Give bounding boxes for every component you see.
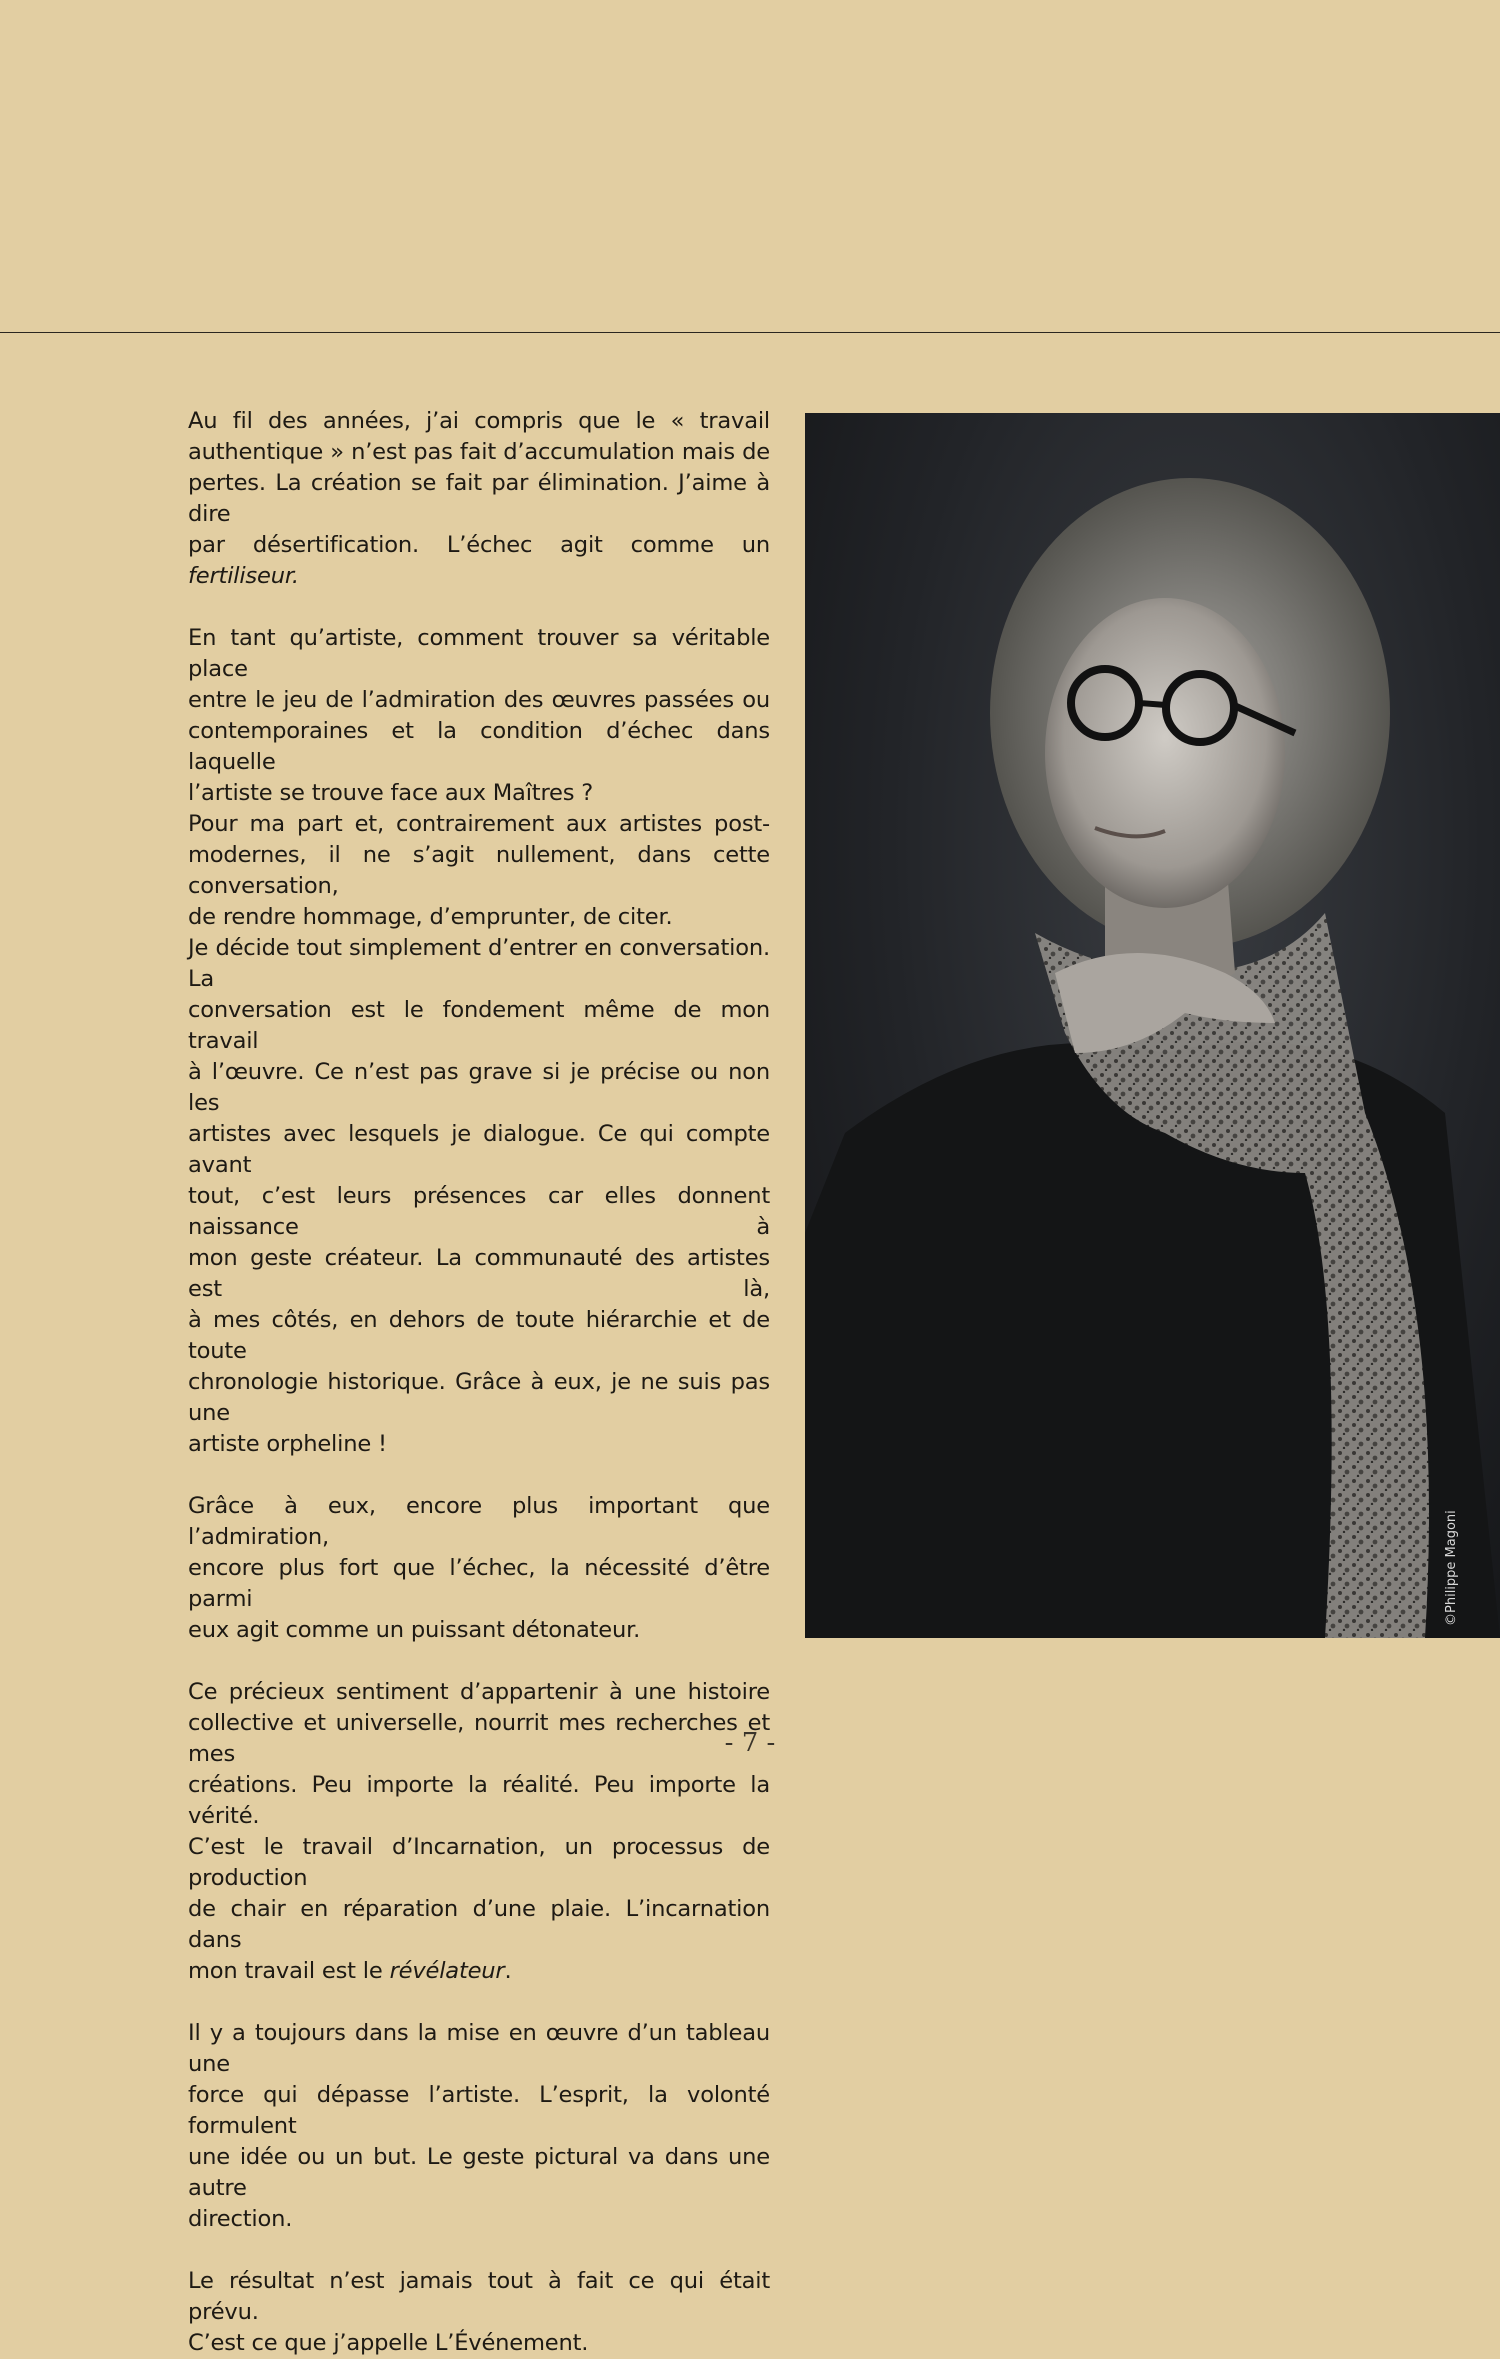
glasses-bridge (1139, 703, 1166, 705)
page-number: - 7 - (724, 1728, 776, 1758)
text-line: conversation est le fondement même de mon travail (188, 997, 770, 1054)
paragraph-2 (188, 623, 770, 809)
text-line: C’est ce que j’appelle L’Événement. (188, 2330, 589, 2356)
text-line: Le résultat n’est jamais tout à fait ce qui était prévu. (188, 2268, 770, 2325)
text-run: mon travail est le (188, 1958, 390, 1984)
text-run: . (504, 1958, 512, 1984)
text-line: créations. Peu importe la réalité. Peu importe la vérité. (188, 1772, 770, 1829)
text-line: artiste orpheline ! (188, 1431, 387, 1457)
paragraph-6 (188, 1677, 770, 1987)
text-line: eux agit comme un puissant détonateur. (188, 1617, 641, 1643)
text-line: artistes avec lesquels je dialogue. Ce qui compte avant (188, 1121, 770, 1178)
text-line: force qui dépasse l’artiste. L’esprit, la volonté formulent (188, 2082, 770, 2139)
paragraph-8 (188, 2266, 770, 2359)
text-line: pertes. La création se fait par élimination. J’aime à dire (188, 470, 770, 527)
italic-word: fertiliseur. (188, 563, 299, 589)
face-shape (1045, 598, 1285, 908)
portrait-illustration (805, 413, 1500, 1638)
text-line: Je décide tout simplement d’entrer en conversation. La (188, 935, 770, 992)
text-line: l’artiste se trouve face aux Maîtres ? (188, 780, 594, 806)
text-line: de chair en réparation d’une plaie. L’incarnation dans (188, 1896, 770, 1953)
text-line (188, 1956, 770, 1987)
text-line: mon geste créateur. La communauté des artistes est là, (188, 1245, 770, 1302)
text-line: entre le jeu de l’admiration des œuvres passées ou (188, 687, 770, 713)
text-line: encore plus fort que l’échec, la nécessité d’être parmi (188, 1555, 770, 1612)
text-line: modernes, il ne s’agit nullement, dans cette conversation, (188, 842, 770, 899)
text-line: Grâce à eux, encore plus important que l’admiration, (188, 1493, 770, 1550)
text-line: tout, c’est leurs présences car elles donnent naissance à (188, 1183, 770, 1240)
text-line: Pour ma part et, contrairement aux artistes post- (188, 811, 770, 837)
text-line: à mes côtés, en dehors de toute hiérarchie et de toute (188, 1307, 770, 1364)
paragraph-1 (188, 406, 770, 592)
text-line (188, 530, 770, 592)
text-line: authentique » n’est pas fait d’accumulation mais de (188, 439, 770, 465)
horizontal-divider (0, 332, 1500, 333)
paragraph-7 (188, 2018, 770, 2235)
text-line: chronologie historique. Grâce à eux, je ne suis pas une (188, 1369, 770, 1426)
portrait-photo (805, 413, 1500, 1638)
text-line: Il y a toujours dans la mise en œuvre d’un tableau une (188, 2020, 770, 2077)
paragraph-3 (188, 809, 770, 933)
italic-word: révélateur (389, 1958, 505, 1984)
paragraph-4 (188, 933, 770, 1460)
text-line: direction. (188, 2206, 293, 2232)
text-line: C’est le travail d’Incarnation, un processus de production (188, 1834, 770, 1891)
text-line: Au fil des années, j’ai compris que le « travail (188, 408, 770, 434)
photo-credit: ©Philippe Magoni (1444, 1510, 1459, 1626)
text-run: par désertification. L’échec agit comme un (188, 532, 770, 558)
text-line: une idée ou un but. Le geste pictural va dans une autre (188, 2144, 770, 2201)
paragraph-5 (188, 1491, 770, 1646)
text-line: collective et universelle, nourrit mes recherches et mes (188, 1710, 770, 1767)
text-line: de rendre hommage, d’emprunter, de citer. (188, 904, 673, 930)
text-line: En tant qu’artiste, comment trouver sa véritable place (188, 625, 770, 682)
body-text-column (188, 406, 770, 2359)
text-line: contemporaines et la condition d’échec dans laquelle (188, 718, 770, 775)
text-line: à l’œuvre. Ce n’est pas grave si je précise ou non les (188, 1059, 770, 1116)
text-line: Ce précieux sentiment d’appartenir à une histoire (188, 1679, 770, 1705)
